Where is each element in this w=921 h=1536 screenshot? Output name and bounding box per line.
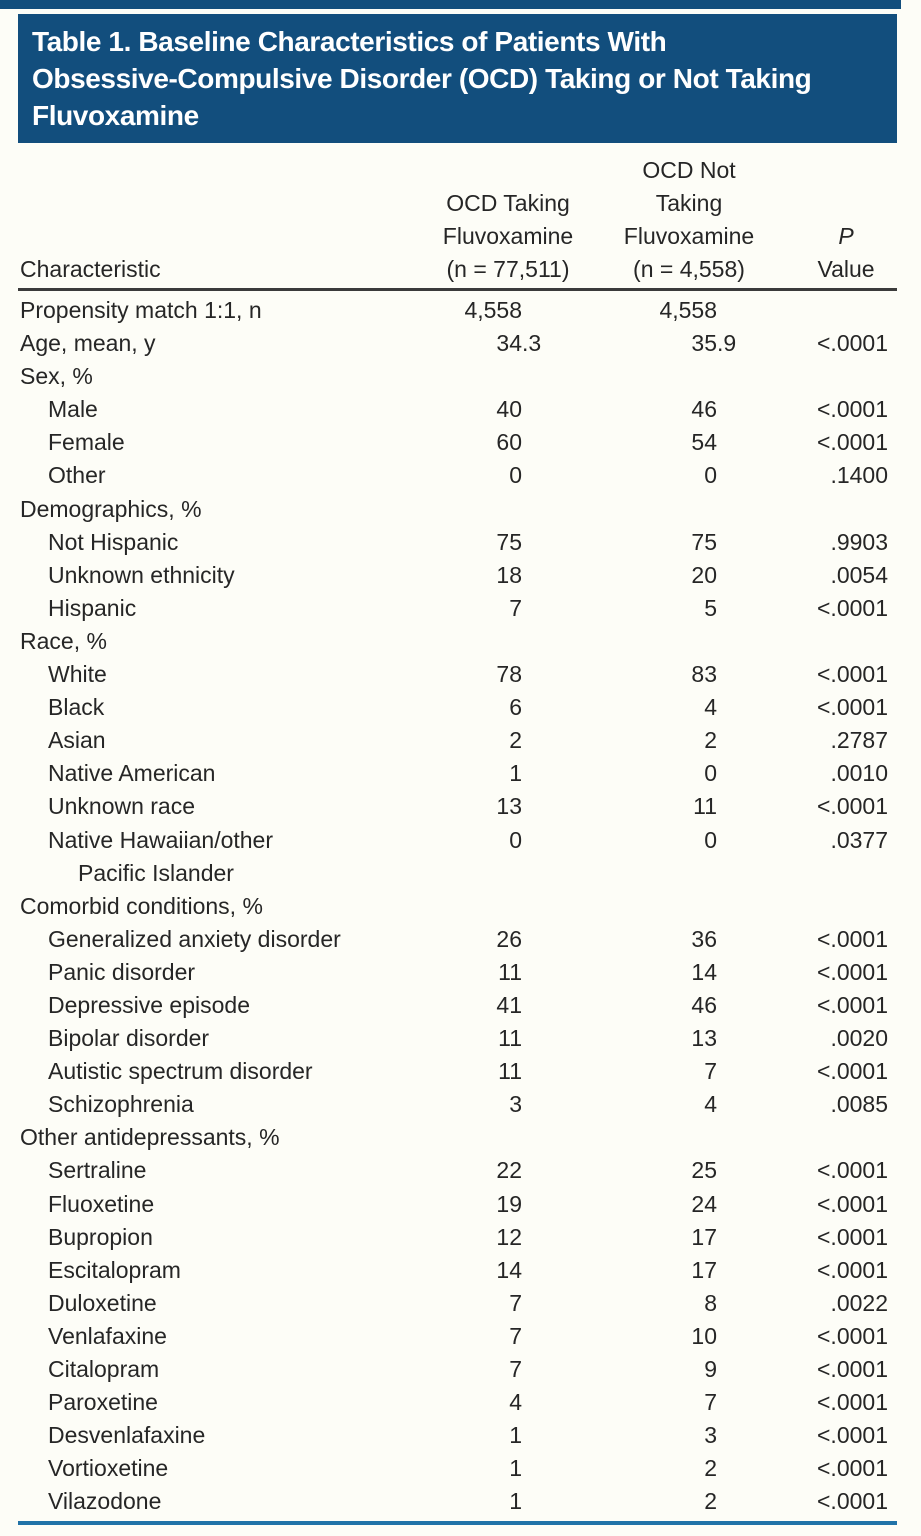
characteristic-label: Sex, % [20,363,93,390]
characteristic-label: Asian [48,727,106,754]
value-cell-not-taking-decimal: .9 [717,330,737,357]
table-row [0,890,921,923]
value-cell-not-taking: 2 [704,1488,717,1515]
characteristic-label: Duloxetine [48,1289,157,1316]
p-value-cell: <.0001 [817,1157,888,1184]
characteristic-cell [0,790,400,823]
p-value-cell: <.0001 [817,429,888,456]
column-header-ocd-not-taking-fluvoxamine [589,154,789,286]
p-value-cell: <.0001 [817,1256,888,1283]
p-value-cell: .0377 [830,826,888,853]
value-cell-taking: 0 [509,826,522,853]
characteristic-label: Other antidepressants, % [20,1124,280,1151]
characteristic-label: Not Hispanic [48,528,179,555]
value-cell-taking: 26 [496,925,522,952]
value-cell-taking: 75 [496,528,522,555]
p-symbol: P [838,223,854,249]
p-value-cell: <.0001 [817,1190,888,1217]
value-cell-taking: 3 [509,1091,522,1118]
table-row [0,1353,921,1386]
column-header-line: Fluvoxamine [442,223,574,249]
column-header-line: OCD Taking [446,190,570,216]
characteristic-cell [0,1254,400,1287]
table-row [0,493,921,526]
characteristic-label: Venlafaxine [48,1322,167,1349]
characteristic-label: Hispanic [48,594,137,621]
characteristic-cell [0,956,400,989]
table-row [0,1320,921,1353]
value-cell-not-taking: 8 [704,1289,717,1316]
characteristic-cell [0,1485,400,1518]
characteristic-label: Native Hawaiian/other [48,826,274,853]
table-row [0,1386,921,1419]
characteristic-label: Citalopram [48,1356,160,1382]
value-cell-taking: 18 [496,561,522,588]
column-header-p-value [776,220,916,286]
p-value-cell: <.0001 [817,396,888,423]
characteristic-label: Fluoxetine [48,1190,155,1217]
characteristic-cell [0,1386,400,1419]
table-row [0,294,921,327]
value-cell-not-taking: 25 [691,1157,717,1184]
table-row [0,1188,921,1221]
p-value-word: Value [817,256,875,282]
value-cell-not-taking: 2 [704,727,717,754]
characteristic-label: Bipolar disorder [48,1025,210,1052]
value-cell-taking: 7 [509,594,522,621]
column-header-line: (n = 4,558) [633,256,745,282]
value-cell-not-taking: 46 [691,396,717,423]
value-cell-taking: 60 [496,429,522,456]
characteristic-label: White [48,661,107,688]
value-cell-not-taking: 17 [691,1256,717,1283]
value-cell-not-taking: 14 [691,958,717,985]
value-cell-taking: 4,558 [464,297,522,323]
p-value-cell: <.0001 [817,694,888,721]
column-header-line: (n = 77,511) [446,256,570,282]
characteristic-cell [0,757,400,790]
table-row [0,1154,921,1187]
value-cell-not-taking: 4,558 [659,297,717,323]
table-row [0,625,921,658]
characteristic-cell [0,1022,400,1055]
value-cell-not-taking: 17 [691,1223,717,1250]
table-header [0,143,921,288]
p-value-cell: .9903 [830,528,888,555]
table-title-line-2: Obsessive-Compulsive Disorder (OCD) Taking or Not Taking [32,63,812,94]
value-cell-taking: 11 [498,1058,522,1085]
p-value-cell: <.0001 [817,661,888,688]
characteristic-cell [0,294,400,327]
characteristic-label: Bupropion [48,1223,153,1250]
table-row [0,923,921,956]
table-title-line-1: Table 1. Baseline Characteristics of Patients With [32,26,667,57]
value-cell-taking: 14 [496,1256,522,1283]
characteristic-cell [0,691,400,724]
characteristic-label: Depressive episode [48,991,251,1018]
characteristic-label: Other [48,462,106,489]
table-body [0,291,921,1518]
value-cell-taking: 12 [496,1223,522,1250]
column-header-ocd-taking-fluvoxamine [408,187,608,286]
table-row [0,691,921,724]
value-cell-not-taking: 35 [691,330,717,357]
characteristic-label: Propensity match 1:1, n [20,297,262,323]
characteristic-label-continuation: Pacific Islander [78,859,234,886]
value-cell-not-taking: 46 [691,991,717,1018]
characteristic-label: Black [48,694,105,721]
value-cell-not-taking: 0 [704,760,717,787]
value-cell-taking: 7 [509,1322,522,1349]
p-value-cell: <.0001 [817,1389,888,1416]
p-value-cell: .0022 [830,1289,888,1316]
page-top-rule [0,0,901,9]
p-value-cell: <.0001 [817,1356,888,1382]
p-value-cell: <.0001 [817,1422,888,1449]
p-value-cell: .1400 [830,462,888,489]
p-value-cell: <.0001 [817,793,888,820]
characteristic-label: Escitalopram [48,1256,181,1283]
table-row [0,757,921,790]
value-cell-taking: 1 [509,1455,522,1482]
value-cell-taking: 1 [509,760,522,787]
value-cell-taking: 34 [496,330,522,357]
value-cell-taking: 1 [509,1422,522,1449]
value-cell-not-taking: 4 [704,694,717,721]
column-header-line: Taking [655,190,723,216]
p-value-cell: <.0001 [817,925,888,952]
value-cell-not-taking: 36 [691,925,717,952]
p-value-cell: <.0001 [817,991,888,1018]
value-cell-not-taking: 4 [704,1091,717,1118]
table-row [0,1088,921,1121]
characteristic-cell [0,526,400,559]
value-cell-taking: 11 [498,1025,522,1052]
value-cell-taking: 2 [509,727,522,754]
characteristic-label: Race, % [20,627,107,654]
p-value-cell: <.0001 [817,1223,888,1250]
p-value-cell: <.0001 [817,958,888,985]
value-cell-taking: 11 [498,958,522,985]
value-cell-not-taking: 83 [691,661,717,688]
p-value-cell: <.0001 [817,1488,888,1515]
characteristic-cell [0,1452,400,1485]
characteristic-cell [0,625,400,658]
table-title-bar [18,14,897,143]
characteristic-label: Comorbid conditions, % [20,892,263,919]
table-row [0,1287,921,1320]
table-row [0,1121,921,1154]
p-value-cell: .0085 [830,1091,888,1118]
value-cell-taking: 7 [509,1289,522,1316]
value-cell-not-taking: 13 [691,1025,717,1052]
characteristic-cell [0,1154,400,1187]
characteristic-cell [0,658,400,691]
table-title-line-3: Fluvoxamine [32,100,199,131]
characteristic-cell [0,923,400,956]
characteristic-cell [0,393,400,426]
value-cell-taking: 22 [496,1157,522,1184]
characteristic-cell [0,1055,400,1088]
characteristic-cell [0,1353,400,1386]
table-row [0,1221,921,1254]
table-row [0,459,921,492]
characteristic-cell [0,592,400,625]
value-cell-not-taking: 75 [691,528,717,555]
value-cell-not-taking: 0 [704,462,717,489]
value-cell-taking: 6 [509,694,522,721]
characteristic-label: Female [48,429,125,456]
p-value-cell: .0010 [830,760,888,787]
table-row [0,1055,921,1088]
value-cell-taking: 0 [509,462,522,489]
table-row [0,327,921,360]
value-cell-not-taking: 3 [704,1422,717,1449]
value-cell-taking: 19 [496,1190,522,1217]
characteristic-label: Native American [48,760,216,787]
value-cell-taking: 7 [509,1356,522,1382]
characteristic-label: Vortioxetine [48,1455,169,1482]
value-cell-not-taking: 7 [704,1058,717,1085]
value-cell-not-taking: 5 [704,594,717,621]
p-value-cell: .0054 [830,561,888,588]
table-row [0,559,921,592]
characteristic-cell [0,1287,400,1320]
characteristic-label: Male [48,396,98,423]
characteristic-cell [0,1320,400,1353]
characteristic-label: Age, mean, y [20,330,156,357]
p-value-cell: <.0001 [817,1058,888,1085]
characteristic-cell [0,1088,400,1121]
characteristic-cell [0,1121,400,1154]
value-cell-not-taking: 54 [691,429,717,456]
value-cell-not-taking: 24 [691,1190,717,1217]
table-row [0,724,921,757]
characteristic-label: Paroxetine [48,1389,158,1416]
table-row [0,956,921,989]
value-cell-taking: 4 [509,1389,522,1416]
characteristic-cell [0,724,400,757]
value-cell-taking: 40 [496,396,522,423]
column-header-line: OCD Not [642,157,736,183]
characteristic-cell [0,1188,400,1221]
p-value-cell: <.0001 [817,1322,888,1349]
value-cell-not-taking: 2 [704,1455,717,1482]
table-row [0,592,921,625]
characteristic-cell [0,459,400,492]
characteristic-cell [0,890,400,923]
value-cell-taking: 41 [496,991,522,1018]
table-row [0,1254,921,1287]
characteristic-label: Sertraline [48,1157,147,1184]
table-bottom-rule [18,1521,897,1525]
p-value-cell: .2787 [830,727,888,754]
p-value-cell: .0020 [830,1025,888,1052]
value-cell-not-taking: 20 [691,561,717,588]
value-cell-taking-decimal: .3 [522,330,542,357]
table-row [0,790,921,823]
characteristic-cell [0,1221,400,1254]
characteristic-label: Unknown ethnicity [48,561,235,588]
characteristic-label: Autistic spectrum disorder [48,1058,313,1085]
characteristic-cell [0,1419,400,1452]
table-row [0,989,921,1022]
p-value-cell: <.0001 [817,1455,888,1482]
p-value-cell: <.0001 [817,330,888,357]
value-cell-not-taking: 7 [704,1389,717,1416]
table-row [0,526,921,559]
table-row [0,1419,921,1452]
characteristic-cell [0,360,400,393]
table-row [0,658,921,691]
characteristic-label: Panic disorder [48,958,196,985]
characteristic-label: Unknown race [48,793,196,820]
table-row [0,1452,921,1485]
characteristic-label: Vilazodone [48,1488,162,1515]
characteristic-label: Schizophrenia [48,1091,194,1118]
value-cell-taking: 13 [496,793,522,820]
p-value-cell: <.0001 [817,594,888,621]
column-header-line: Fluvoxamine [623,223,755,249]
value-cell-not-taking: 0 [704,826,717,853]
characteristic-cell [0,493,400,526]
value-cell-not-taking: 11 [693,793,717,820]
characteristic-cell [0,989,400,1022]
characteristic-label: Demographics, % [20,495,202,522]
column-header-characteristic: Characteristic [20,256,161,282]
table-row [0,393,921,426]
value-cell-taking: 1 [509,1488,522,1515]
characteristic-cell [0,426,400,459]
value-cell-not-taking: 10 [691,1322,717,1349]
table-row [0,1485,921,1518]
value-cell-not-taking: 9 [704,1356,717,1382]
table-row [0,360,921,393]
characteristic-cell [0,824,400,890]
characteristic-label: Generalized anxiety disorder [48,925,341,952]
characteristic-cell [0,327,400,360]
characteristic-label: Desvenlafaxine [48,1422,206,1449]
characteristic-cell [0,559,400,592]
value-cell-taking: 78 [496,661,522,688]
table-row [0,426,921,459]
table-row [0,1022,921,1055]
table-row [0,824,921,890]
